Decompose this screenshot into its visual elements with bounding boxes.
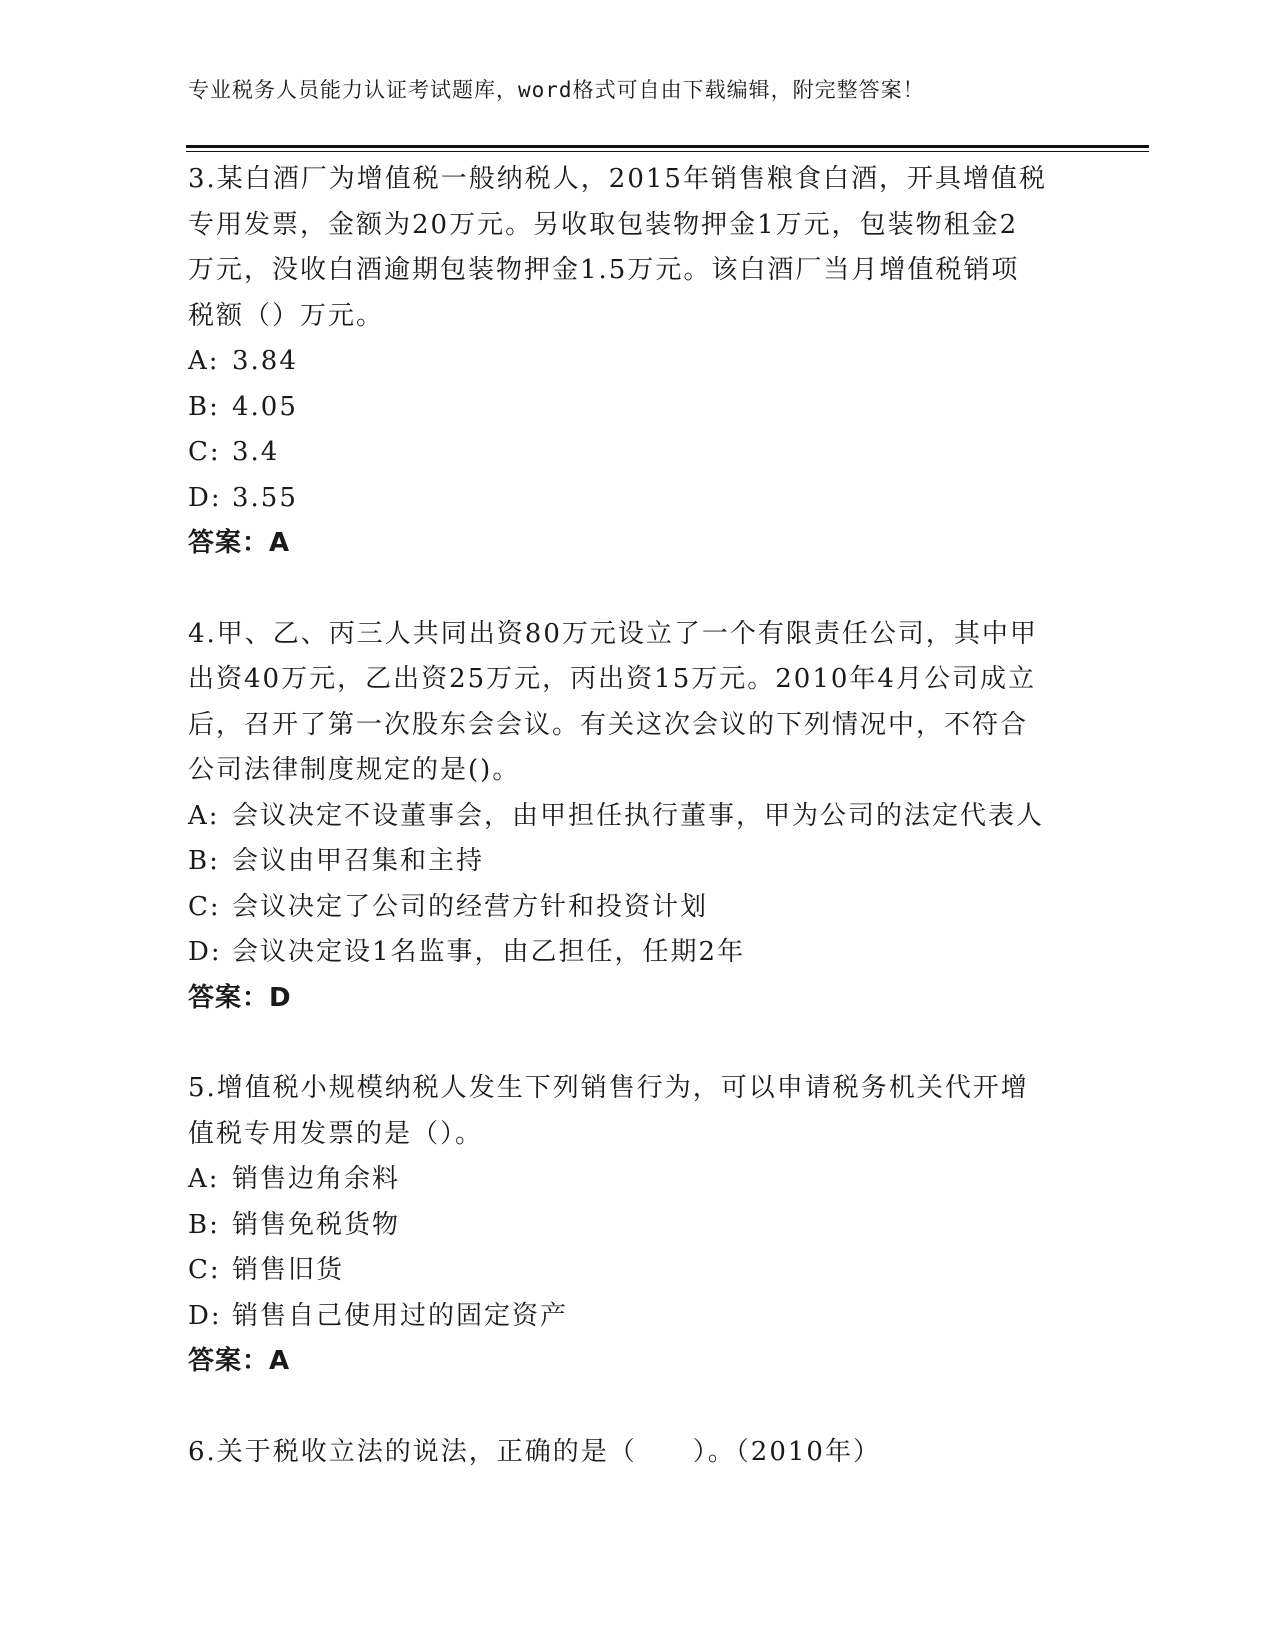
question-line: 6.关于税收立法的说法，正确的是（ ）。（2010年）	[188, 1436, 881, 1467]
option-b	[188, 385, 1088, 431]
question-line: 专用发票，金额为20万元。另收取包装物押金1万元，包装物租金2	[188, 209, 1019, 240]
option-text: 销售免税货物	[232, 1209, 401, 1240]
option-text: 销售边角余料	[232, 1164, 401, 1194]
question-line: 出资40万元，乙出资25万元，丙出资15万元。2010年4月公司成立	[188, 664, 1036, 694]
option-d	[188, 1294, 1088, 1340]
question-line: 万元，没收白酒逾期包装物押金1.5万元。该白酒厂当月增值税销项	[188, 255, 1020, 285]
option-letter: C:	[188, 891, 221, 922]
option-text: 会议决定设1名监事，由乙担任，任期2年	[232, 937, 746, 967]
option-letter: C:	[188, 437, 221, 467]
option-d	[188, 476, 1088, 522]
option-a	[188, 1157, 1088, 1203]
question-6	[188, 1430, 1088, 1476]
question-line: 后，召开了第一次股东会会议。有关这次会议的下列情况中，不符合	[188, 709, 1029, 740]
option-letter: B:	[188, 391, 220, 422]
page-header: 专业税务人员能力认证考试题库，word格式可自由下载编辑，附完整答案！	[188, 78, 925, 102]
option-a	[188, 794, 1088, 840]
option-b	[188, 1203, 1088, 1249]
answer-label: 答案：D	[188, 982, 292, 1013]
option-letter: A:	[188, 1164, 220, 1194]
question-stem	[188, 612, 1088, 794]
option-text: 会议由甲召集和主持	[232, 846, 485, 876]
option-text: 3.84	[232, 346, 298, 376]
option-letter: D:	[188, 937, 222, 967]
header-rule-thick	[186, 145, 1149, 148]
option-b	[188, 839, 1088, 885]
question-line: 3.某白酒厂为增值税一般纳税人，2015年销售粮食白酒，开具增值税	[188, 164, 1047, 194]
header-rule-thin	[186, 151, 1149, 152]
question-line: 值税专用发票的是（）。	[188, 1118, 484, 1149]
option-text: 会议决定不设董事会，由甲担任执行董事，甲为公司的法定代表人	[232, 800, 1045, 831]
option-letter: A:	[188, 800, 220, 831]
question-stem	[188, 157, 1088, 339]
answer-label: 答案：A	[188, 1346, 291, 1376]
question-line: 4.甲、乙、丙三人共同出资80万元设立了一个有限责任公司，其中甲	[188, 618, 1038, 649]
option-letter: B:	[188, 846, 220, 876]
option-c	[188, 430, 1088, 476]
question-4	[188, 612, 1088, 1022]
option-text: 4.05	[232, 391, 298, 422]
question-list	[188, 157, 1088, 1520]
option-letter: D:	[188, 482, 222, 513]
option-letter: C:	[188, 1255, 221, 1285]
option-c	[188, 885, 1088, 931]
option-d	[188, 930, 1088, 976]
question-stem	[188, 1066, 1088, 1157]
question-line: 5.增值税小规模纳税人发生下列销售行为，可以申请税务机关代开增	[188, 1073, 1029, 1103]
option-letter: D:	[188, 1300, 222, 1331]
option-text: 会议决定了公司的经营方针和投资计划	[232, 891, 709, 922]
option-letter: B:	[188, 1209, 220, 1240]
question-3	[188, 157, 1088, 567]
question-line: 公司法律制度规定的是()。	[188, 755, 521, 785]
option-c	[188, 1248, 1088, 1294]
option-a	[188, 339, 1088, 385]
option-text: 销售自己使用过的固定资产	[232, 1300, 569, 1331]
option-text: 3.55	[232, 482, 298, 513]
question-line: 税额（）万元。	[188, 300, 385, 331]
answer-label: 答案：A	[188, 528, 291, 558]
option-letter: A:	[188, 346, 220, 376]
option-text: 销售旧货	[232, 1255, 345, 1285]
question-5	[188, 1066, 1088, 1385]
option-text: 3.4	[232, 437, 280, 467]
question-stem	[188, 1430, 1088, 1476]
